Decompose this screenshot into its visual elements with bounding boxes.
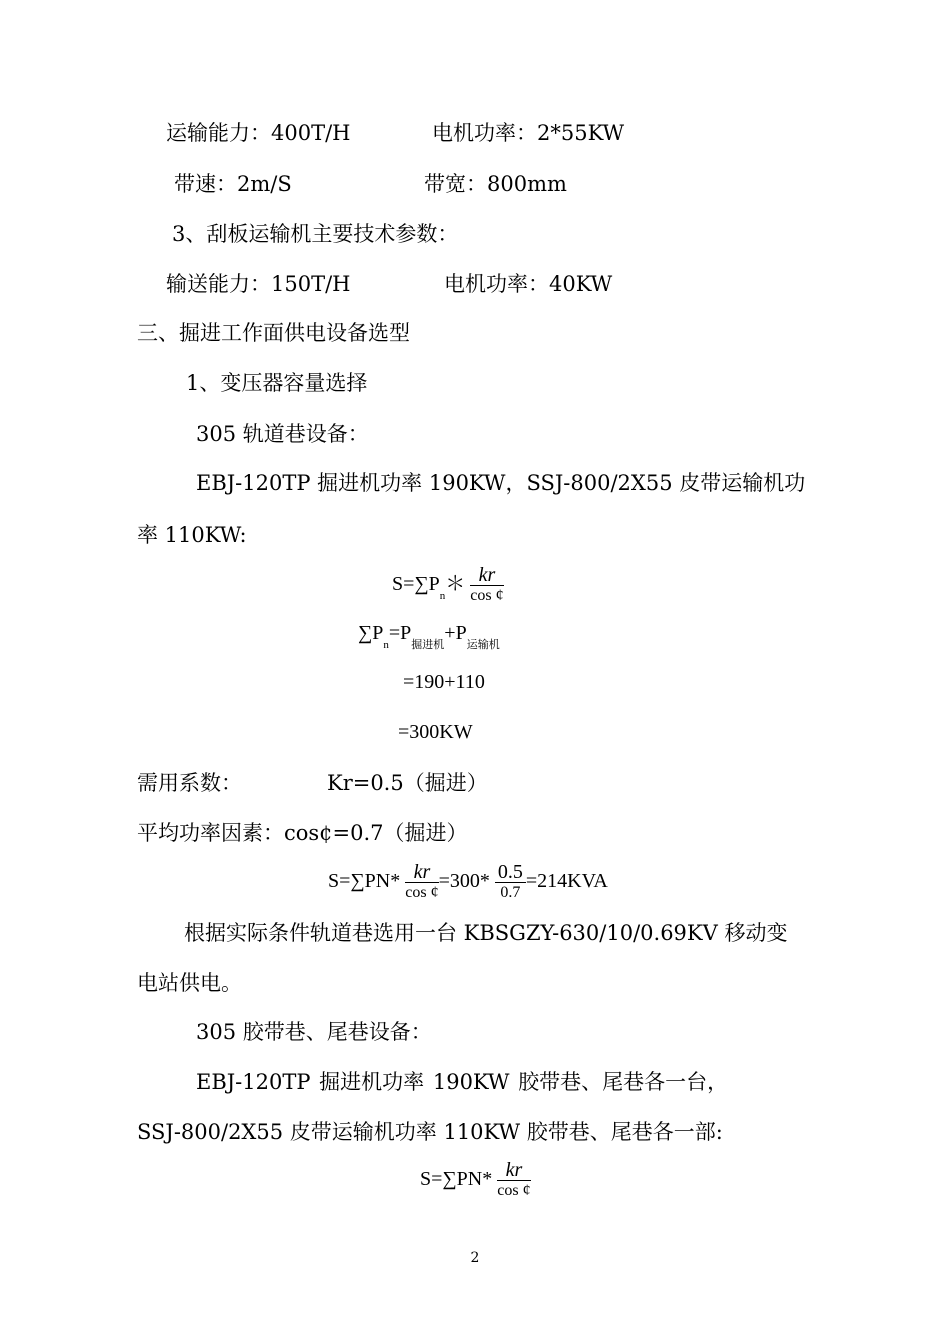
text-line: Kr=0.5（掘进） <box>327 771 488 795</box>
text-line: 输送能力：150T/H <box>166 272 351 296</box>
formula-capacity-calc: S=∑PN* $\frac{kr}{\cos ¢}$ =300* $\frac{0.5}{0.7}$ =214KVA <box>328 861 608 901</box>
text-line: 带宽：800mm <box>424 172 567 196</box>
subsection-heading: 1、变压器容量选择 <box>186 371 368 395</box>
text-line: 需用系数： <box>137 771 242 795</box>
formula-sum-values: =190+110 <box>403 671 485 693</box>
text-line: 305 轨道巷设备： <box>196 422 369 446</box>
formula-sum-result: =300KW <box>398 721 473 743</box>
text-line: 率 110KW: <box>137 523 247 547</box>
text-line: 电机功率：2*55KW <box>432 121 625 145</box>
text-line: 带速：2m/S <box>174 172 292 196</box>
text-line: SSJ-800/2X55 皮带运输机功率 110KW 胶带巷、尾巷各一部: <box>137 1120 723 1144</box>
text-line: EBJ-120TP 掘进机功率 190KW 胶带巷、尾巷各一台， <box>196 1070 729 1094</box>
formula-apparent-power-2: S=∑PN* $\frac{kr}{\cos ¢}$ <box>420 1159 531 1199</box>
text-line: 电机功率：40KW <box>444 272 613 296</box>
text-line: 305 胶带巷、尾巷设备： <box>196 1020 432 1044</box>
text-line: 3、刮板运输机主要技术参数： <box>172 222 459 246</box>
text-line: 平均功率因素：cos¢=0.7（掘进） <box>137 821 468 845</box>
text-line: 根据实际条件轨道巷选用一台 KBSGZY-630/10/0.69KV 移动变 <box>184 921 788 945</box>
section-heading: 三、掘进工作面供电设备选型 <box>137 321 410 345</box>
formula-power-sum: $\sum P_n=P_{掘进机}+P_{运输机}$ <box>358 622 500 651</box>
text-line: 运输能力：400T/H <box>166 121 351 145</box>
formula-apparent-power: $S=\sum P_n*$ $\frac{kr}{\cos ¢}$ <box>392 564 504 604</box>
text-line: EBJ-120TP 掘进机功率 190KW，SSJ-800/2X55 皮带运输机功 <box>196 471 806 495</box>
text-line: 电站供电。 <box>137 971 242 995</box>
page-number: 2 <box>470 1250 480 1266</box>
